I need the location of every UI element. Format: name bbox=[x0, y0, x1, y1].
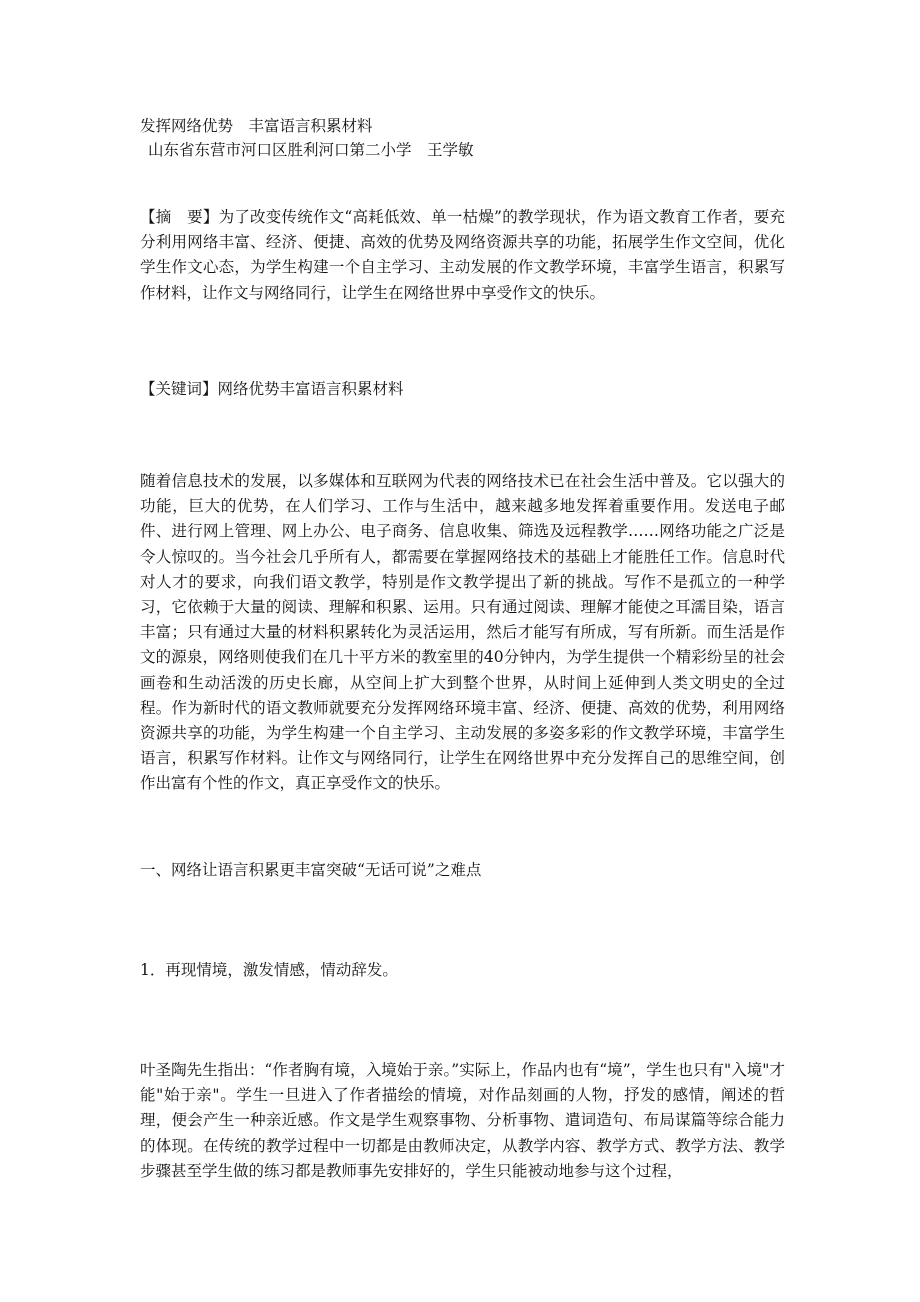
author-line: 山东省东营市河口区胜利河口第二小学 王学敏 bbox=[148, 141, 474, 159]
intro-block bbox=[140, 469, 785, 797]
section-heading: 一、网络让语言积累更丰富突破“无话可说”之难点 bbox=[140, 861, 482, 879]
keywords-block bbox=[140, 377, 785, 401]
section-heading-block bbox=[140, 858, 785, 882]
document-title: 发挥网络优势 丰富语言积累材料 bbox=[140, 117, 373, 135]
keywords-line: 【关键词】网络优势丰富语言积累材料 bbox=[140, 380, 404, 398]
subsection-heading-block bbox=[140, 958, 785, 982]
abstract-block bbox=[140, 205, 785, 306]
body-paragraph: 叶圣陶先生指出：“作者胸有境，入境始于亲。”实际上，作品内也有“境”，学生也只有"入境"才能"始于亲"。学生一旦进入了作者描绘的情境，对作品刻画的人物，抒发的感情，阐述的哲理，便会产生一种亲近感。作文是学生观察事物、分析事物、遣词造句、布局谋篇等综合能力的体现。在传统的教学过程中一切都是由教师决定，从教学内容、教学方式、教学方法、教学步骤甚至学生做的练习都是教师事先安排好的，学生只能被动地参与这个过程， bbox=[140, 1061, 785, 1180]
title-block bbox=[140, 114, 785, 162]
body-block bbox=[140, 1058, 785, 1184]
subsection-heading: 1．再现情境，激发情感，情动辞发。 bbox=[140, 961, 398, 979]
abstract-paragraph: 【摘 要】为了改变传统作文“高耗低效、单一枯燥”的教学现状，作为语文教育工作者，要充分利用网络丰富、经济、便捷、高效的优势及网络资源共享的功能，拓展学生作文空间，优化学生作文心态，为学生构建一个自主学习、主动发展的作文教学环境，丰富学生语言，积累写作材料，让作文与网络同行，让学生在网络世界中享受作文的快乐。 bbox=[140, 208, 785, 302]
intro-paragraph: 随着信息技术的发展，以多媒体和互联网为代表的网络技术已在社会生活中普及。它以强大的功能，巨大的优势，在人们学习、工作与生活中，越来越多地发挥着重要作用。发送电子邮件、进行网上管理、网上办公、电子商务、信息收集、筛选及远程教学……网络功能之广泛是令人惊叹的。当今社会几乎所有人，都需要在掌握网络技术的基础上才能胜任工作。信息时代对人才的要求，向我们语文教学，特别是作文教学提出了新的挑战。写作不是孤立的一种学习，它依赖于大量的阅读、理解和积累、运用。只有通过阅读、理解才能使之耳濡目染，语言丰富；只有通过大量的材料积累转化为灵活运用，然后才能写有所成，写有所新。而生活是作文的源泉，网络则使我们在几十平方米的教室里的40分钟内，为学生提供一个精彩纷呈的社会画卷和生动活泼的历史长廊，从空间上扩大到整个世界，从时间上延伸到人类文明史的全过程。作为新时代的语文教师就要充分发挥网络环境丰富、经济、便捷、高效的优势，利用网络资源共享的功能，为学生构建一个自主学习、主动发展的多姿多彩的作文教学环境，丰富学生语言，积累写作材料。让作文与网络同行，让学生在网络世界中充分发挥自己的思维空间，创作出富有个性的作文，真正享受作文的快乐。 bbox=[140, 472, 785, 793]
